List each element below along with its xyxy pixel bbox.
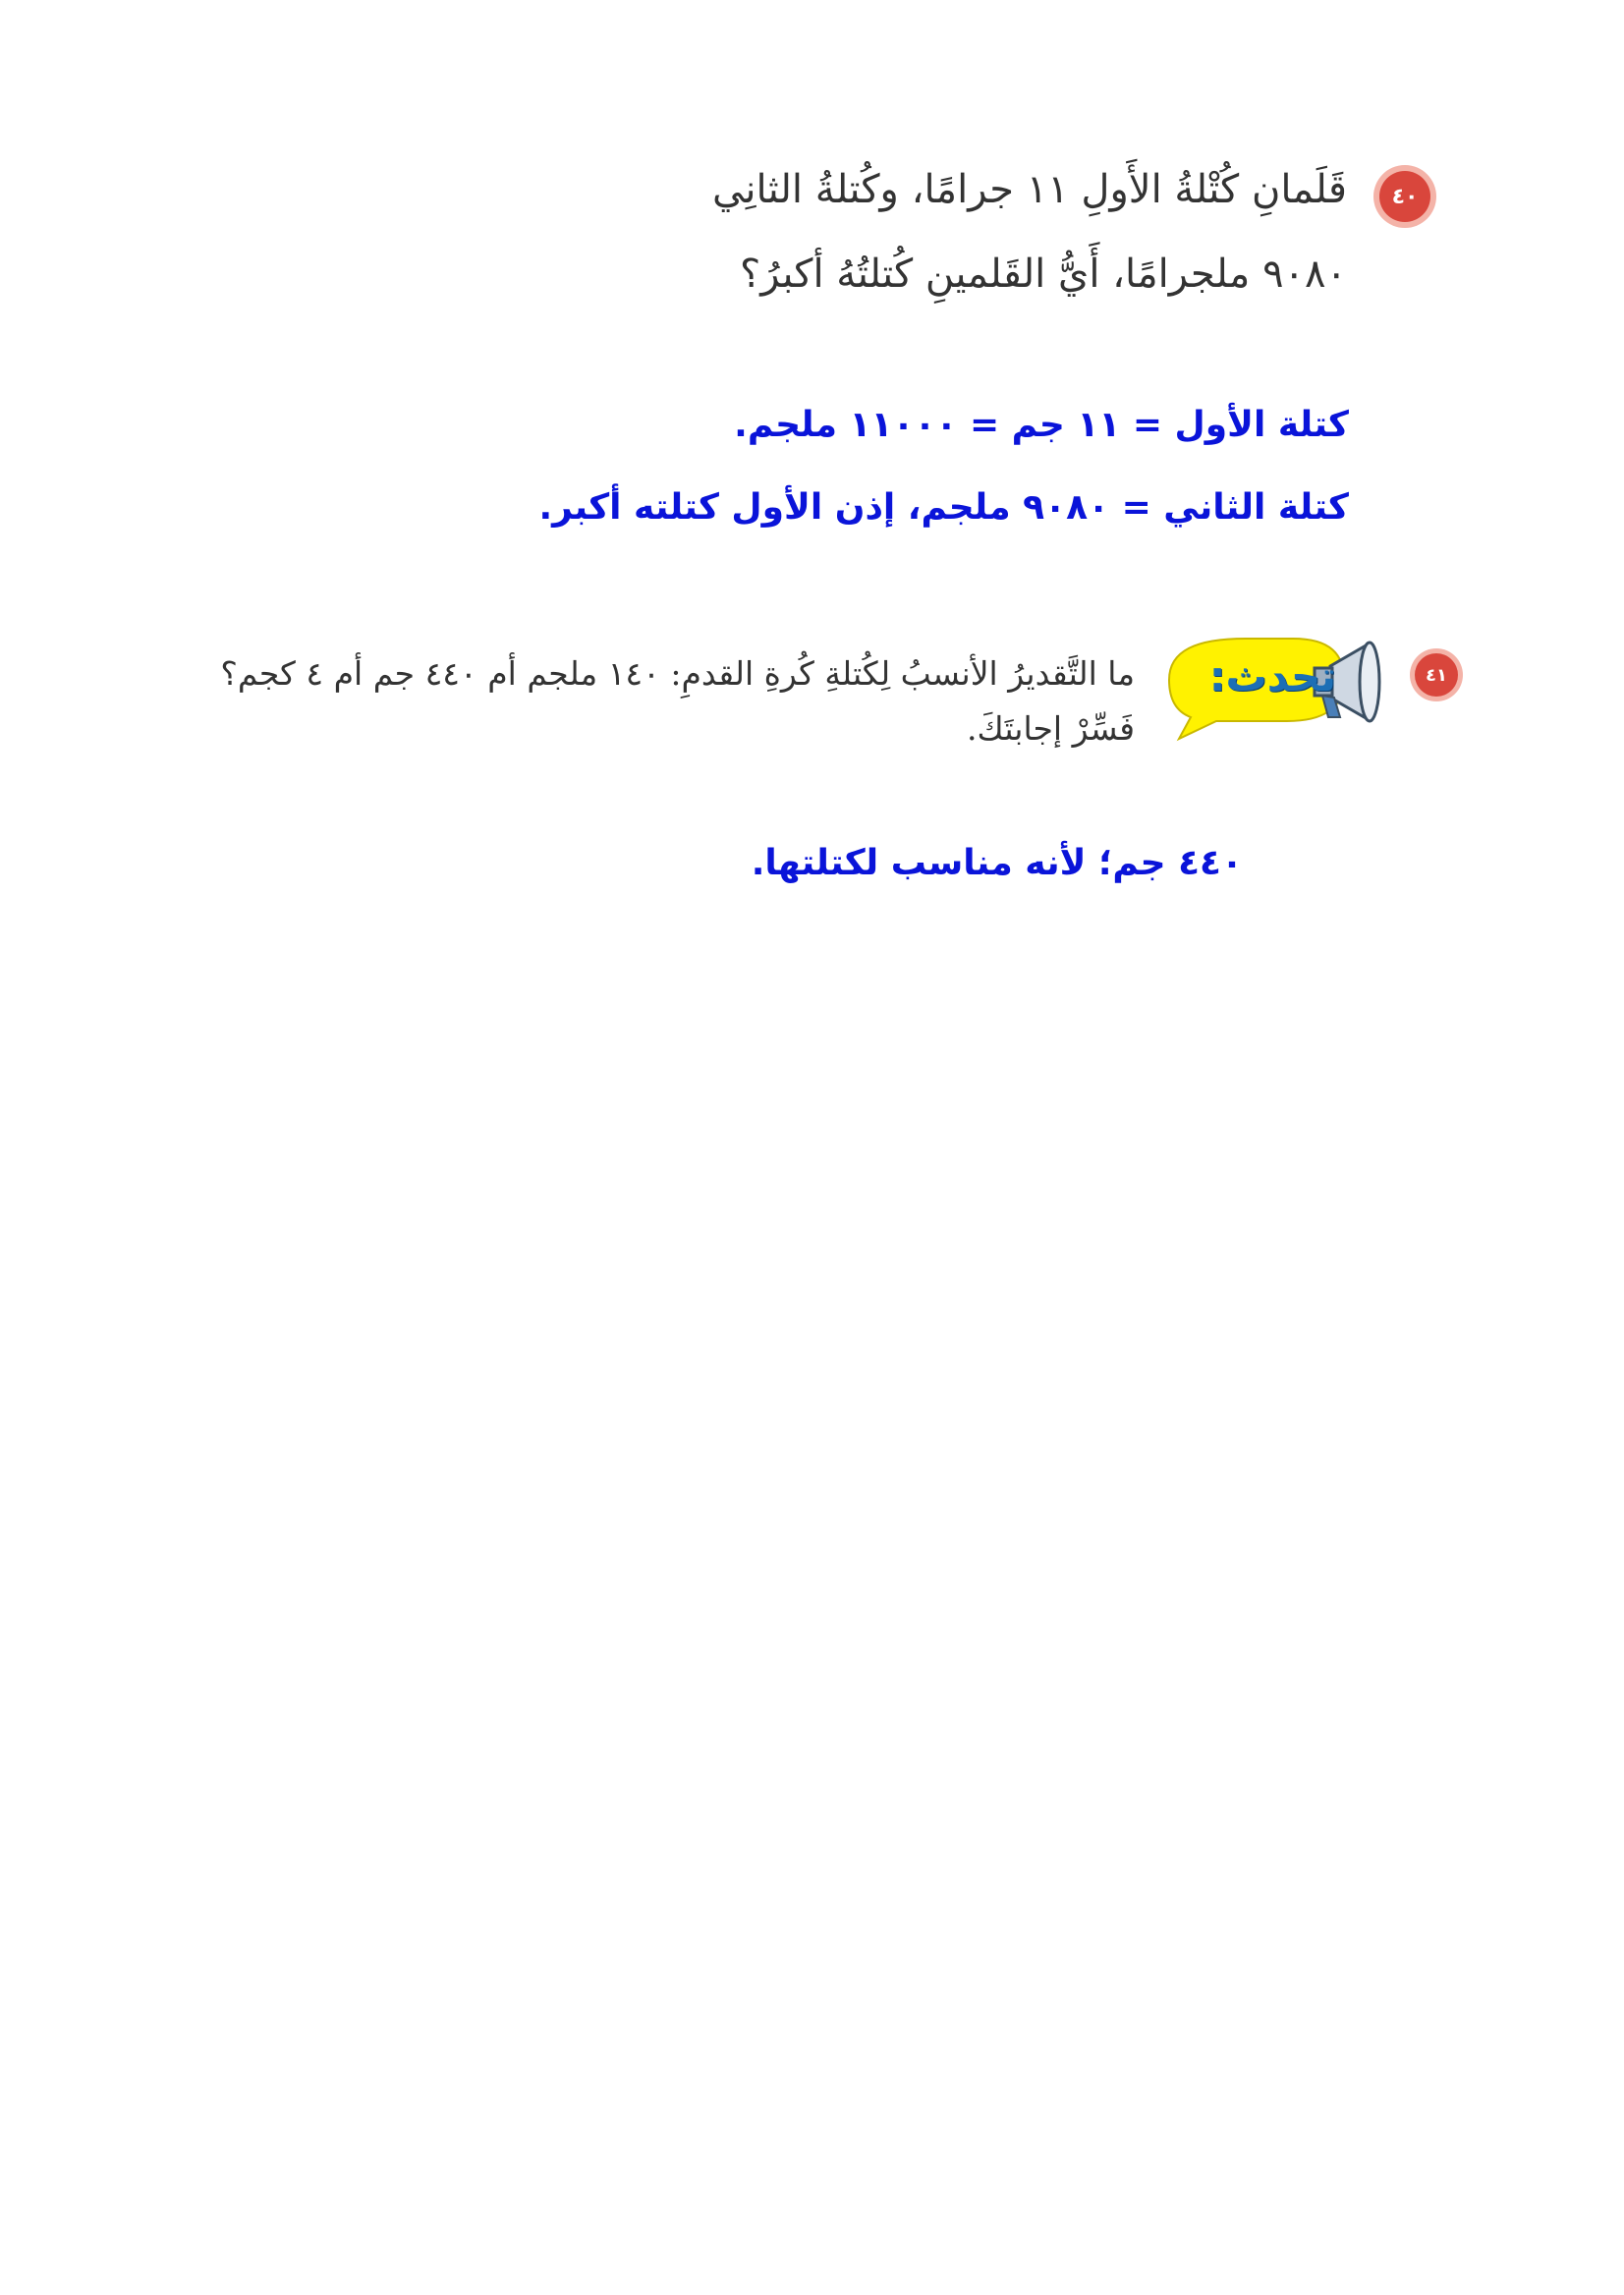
question-text-line: قَلَمانِ كُتْلةُ الأَولِ ١١ جرامًا، وكُتلةُ الثانِي	[711, 167, 1347, 212]
question-text-line: فَسِّرْ إجابتَكَ.	[967, 709, 1135, 748]
question-text-line: ٩٠٨٠ ملجرامًا، أَيُّ القَلمينِ كُتلتُهُ أكبرُ؟	[740, 252, 1347, 297]
answer-line: ٤٤٠ جم؛ لأنه مناسب لكتلتها.	[751, 843, 1243, 883]
talk-label: تحدث:	[1208, 652, 1336, 700]
question-number: ٤١	[1426, 664, 1447, 686]
question-number-badge	[1379, 171, 1430, 222]
question-number: ٤٠	[1391, 184, 1419, 209]
question-text-line: ما التَّقديرُ الأنسبُ لِكُتلةِ كُرةِ القدمِ: ١٤٠ ملجم أم ٤٤٠ جم أم ٤ كجم؟	[220, 654, 1135, 693]
answer-line: كتلة الثاني = ٩٠٨٠ ملجم، إذن الأول كتلته أكبر.	[538, 487, 1349, 528]
question-number-badge	[1415, 653, 1458, 697]
answer-line: كتلة الأول = ١١ جم = ١١٠٠٠ ملجم.	[734, 405, 1349, 445]
